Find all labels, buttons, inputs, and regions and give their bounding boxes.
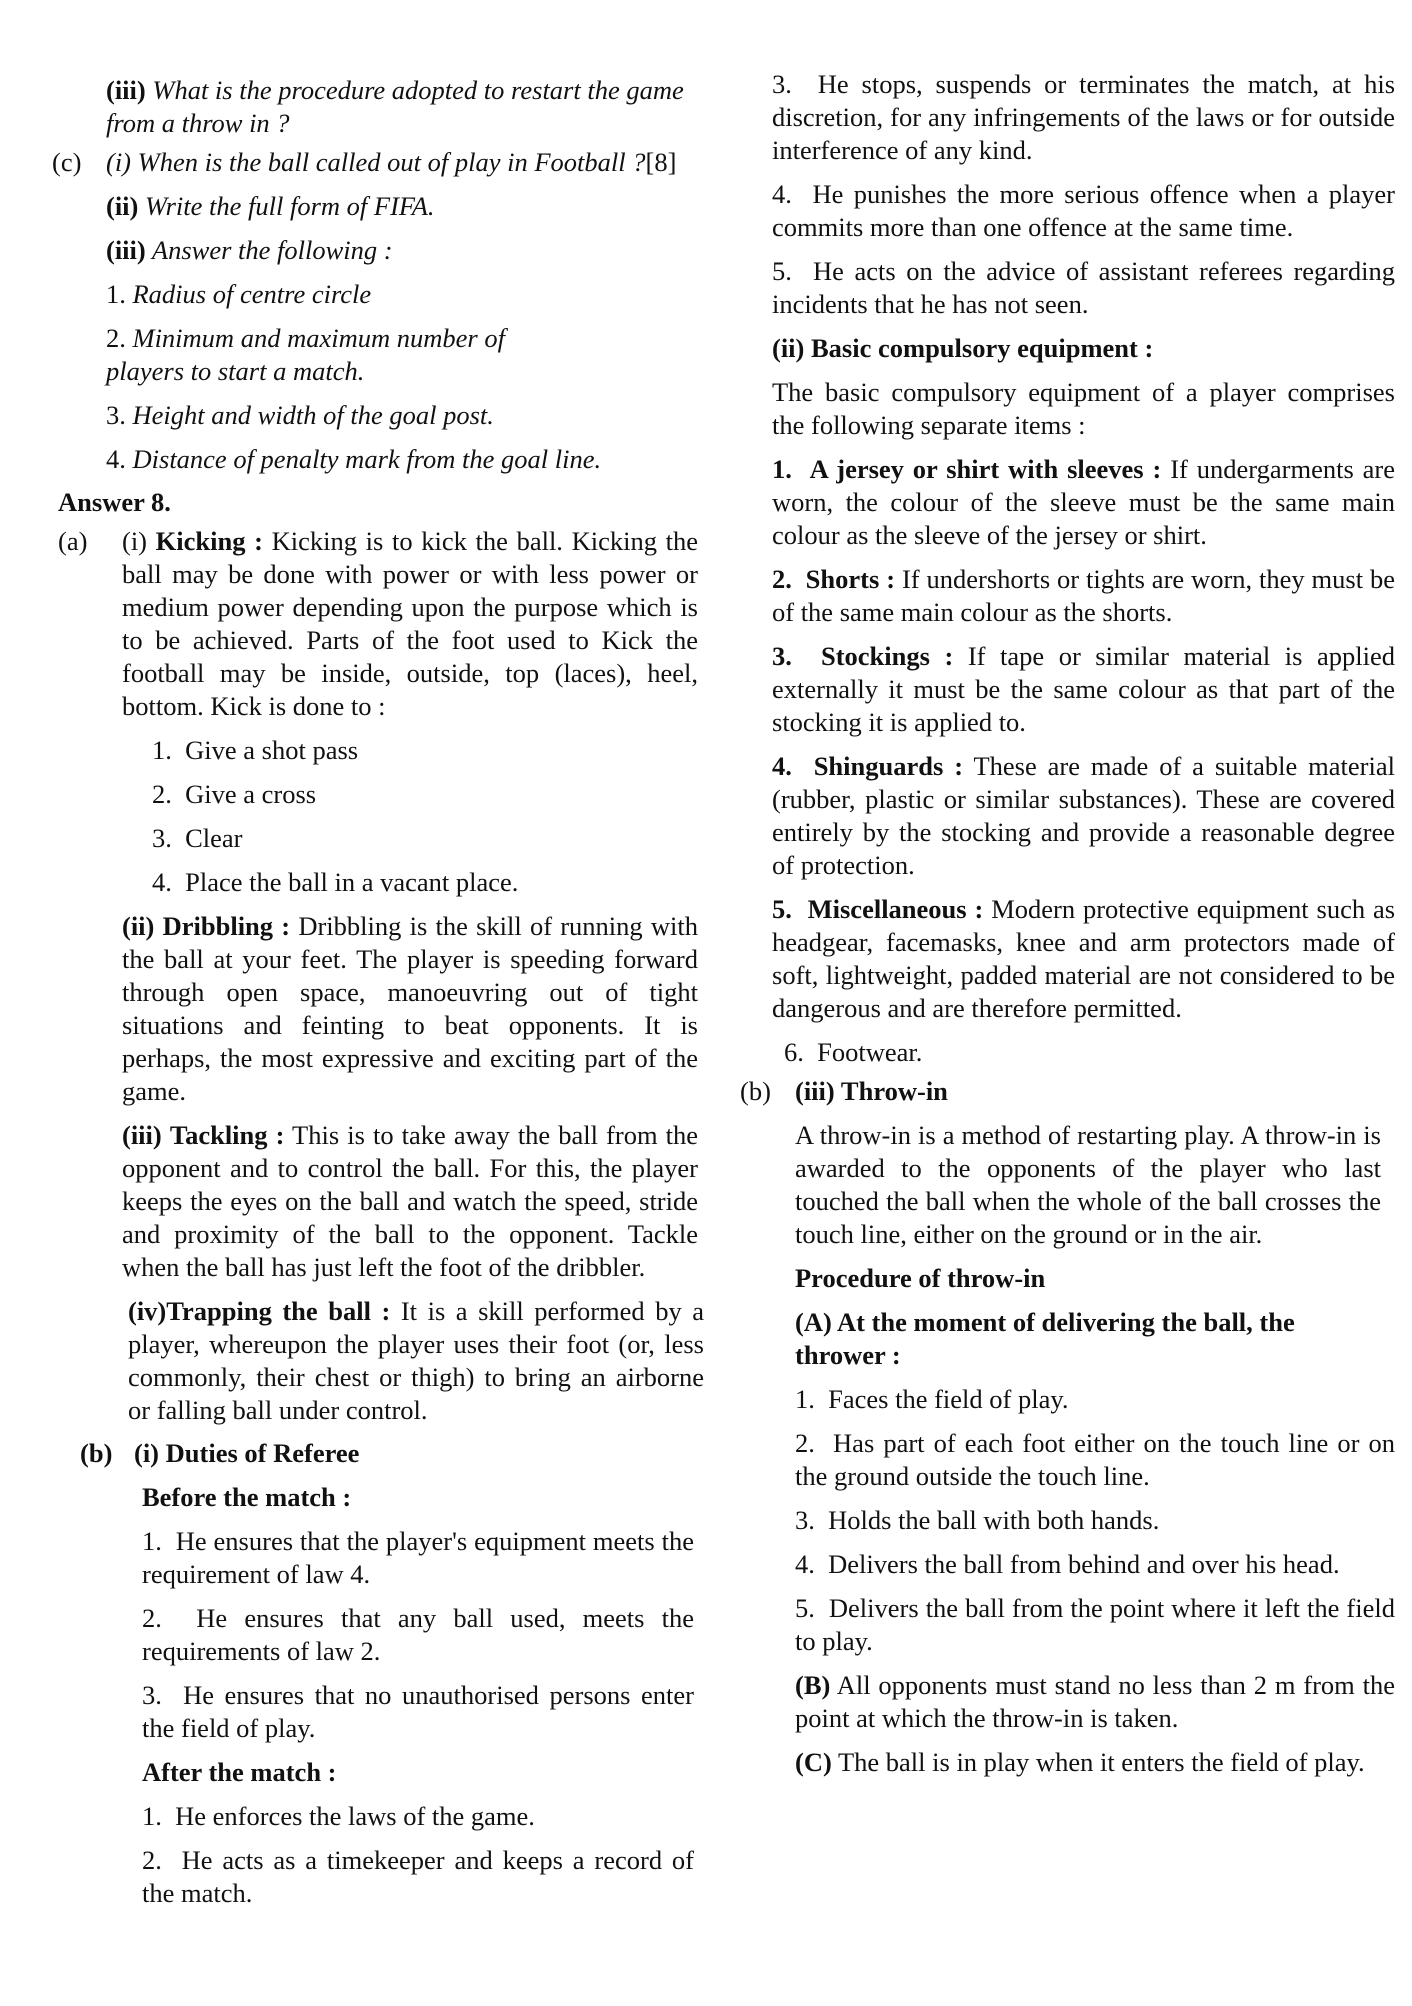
- label-c-iii: (iii): [106, 235, 146, 265]
- question-text: What is the procedure adopted to restart the game from a throw in ?: [106, 75, 684, 138]
- marks: [8]: [645, 147, 677, 177]
- kick-list: [122, 734, 718, 899]
- throw-in-heading: (iii) Throw-in: [795, 1076, 948, 1106]
- question-c-iii-text: Answer the following :: [151, 235, 393, 265]
- list-item: 4. Place the ball in a vacant place.: [152, 867, 519, 897]
- list-item: 1. He ensures that the player's equipment meets the requirement of law 4.: [142, 1526, 694, 1589]
- answer-a: [58, 525, 718, 1427]
- list-item: 3. Holds the ball with both hands.: [795, 1505, 1160, 1535]
- answer-b: [58, 1437, 718, 1910]
- list-item: 3. Height and width of the goal post.: [106, 400, 494, 430]
- label-iii: (iii): [106, 75, 146, 105]
- list-item: 4. Distance of penalty mark from the goal line.: [106, 444, 602, 474]
- answer-a-ii: (ii) Dribbling : Dribbling is the skill of running with the ball at your feet. The player is speeding forward through open space, manoeuvring out of tight situations and feinting to beat opponents. It is perhaps, the most expressive and exciting part of the game.: [122, 911, 698, 1106]
- list-item: 6. Footwear.: [784, 1037, 923, 1067]
- answer-a-iv: (iv)Trapping the ball : It is a skill performed by a player, whereupon the player uses their foot (or, less commonly, their chest or thigh) to bring an airborne or falling ball under control.: [128, 1296, 705, 1425]
- left-column: [52, 74, 718, 1910]
- after-match-heading: After the match :: [142, 1757, 337, 1787]
- answer-heading: Answer 8.: [58, 487, 171, 517]
- equipment-list: [772, 453, 1395, 1069]
- list-item: 3. He ensures that no unauthorised persons enter the field of play.: [142, 1680, 695, 1743]
- question-c-i-text: When is the ball called out of play in Football ?: [137, 147, 646, 177]
- duties-body: [134, 1481, 718, 1910]
- label-c-ii: (ii): [106, 191, 139, 221]
- question-c: [52, 146, 718, 476]
- list-item: 2. Give a cross: [152, 779, 317, 809]
- term-trapping: Trapping the ball :: [166, 1296, 391, 1326]
- term-dribbling: Dribbling :: [162, 911, 291, 941]
- list-item: 2. Shorts : If undershorts or tights are worn, they must be of the same main colour as the shorts.: [772, 564, 1396, 627]
- label-c: (c): [52, 147, 82, 177]
- equipment-heading: (ii) Basic compulsory equipment :: [772, 333, 1154, 363]
- ball-in-play-rule: (C) The ball is in play when it enters the field of play.: [795, 1747, 1365, 1777]
- question-c-iii-throw-in: [58, 74, 718, 140]
- before-match-heading: Before the match :: [142, 1482, 352, 1512]
- equipment-intro: The basic compulsory equipment of a player comprises the following separate items :: [772, 377, 1395, 440]
- throw-in-intro: A throw-in is a method of restarting play. A throw-in is awarded to the opponents of the player who last touched the ball when the whole of the ball crosses the touch line, either on the ground or in the air.: [795, 1120, 1381, 1249]
- opponents-rule: (B) All opponents must stand no less than 2 m from the point at which the throw-in is taken.: [795, 1670, 1395, 1733]
- duties-heading: (i) Duties of Referee: [134, 1438, 360, 1468]
- procedure-heading: Procedure of throw-in: [795, 1263, 1046, 1293]
- label-c-i: (i): [106, 147, 132, 177]
- list-item: 1. Give a shot pass: [152, 735, 359, 765]
- answer-a-iii: (iii) Tackling : This is to take away the ball from the opponent and to control the ball. For this, the player keeps the eyes on the ball and watch the speed, stride and proximity of the ball to the opponent. Tackle when the ball has just left the foot of the dribbler.: [122, 1120, 699, 1282]
- label-b: (b): [80, 1438, 113, 1468]
- question-c-ii-text: Write the full form of FIFA.: [145, 191, 435, 221]
- label-b: (b): [740, 1076, 771, 1106]
- list-item: 5. He acts on the advice of assistant referees regarding incidents that he has not seen.: [772, 256, 1395, 319]
- list-item: 1. Radius of centre circle: [106, 279, 372, 309]
- question-c-list: [106, 278, 718, 476]
- moment-heading: (A) At the moment of delivering the ball, the thrower :: [795, 1307, 1295, 1370]
- list-item: 3. He stops, suspends or terminates the match, at his discretion, for any infringements of the laws or for outside interference of any kind.: [772, 69, 1396, 165]
- list-item: 2. Has part of each foot either on the touch line or on the ground outside the touch line.: [795, 1428, 1396, 1491]
- list-item: 1. He enforces the laws of the game.: [142, 1801, 535, 1831]
- list-item: 3. Clear: [152, 823, 243, 853]
- term-tackling: Tackling :: [169, 1120, 285, 1150]
- answer-a-i: (i) Kicking : Kicking is to kick the ball. Kicking the ball may be done with power or with less power or medium power depending upon the purpose which is to be achieved. Parts of the foot used to Kick the football may be inside, outside, top (laces), heel, bottom. Kick is done to :: [122, 526, 698, 721]
- list-item: 4. Shinguards : These are made of a suitable material (rubber, plastic or similar substances). These are covered entirely by the stocking and provide a reasonable degree of protection.: [772, 751, 1395, 880]
- answer-b-iii: [740, 1075, 1395, 1779]
- list-item: 5. Miscellaneous : Modern protective equipment such as headgear, facemasks, knee and arm protectors made of soft, lightweight, padded material are not considered to be dangerous and are therefore permitted.: [772, 894, 1396, 1023]
- duties-continued: [740, 68, 1395, 1069]
- list-item: 2. He acts as a timekeeper and keeps a record of the match.: [142, 1845, 694, 1908]
- label-a: (a): [58, 526, 88, 556]
- right-column: [740, 68, 1395, 1779]
- list-item: 2. He ensures that any ball used, meets the requirements of law 2.: [142, 1603, 695, 1666]
- list-item: 4. Delivers the ball from behind and over his head.: [795, 1549, 1340, 1579]
- list-item: 1. Faces the field of play.: [795, 1384, 1069, 1414]
- term-kicking: Kicking :: [155, 526, 263, 556]
- list-item: 5. Delivers the ball from the point where it left the field to play.: [795, 1593, 1395, 1656]
- list-item: 2. Minimum and maximum number of players to start a match.: [106, 323, 505, 386]
- list-item: 3. Stockings : If tape or similar material is applied externally it must be the same colour as that part of the stocking it is applied to.: [772, 641, 1396, 737]
- list-item: 4. He punishes the more serious offence when a player commits more than one offence at the same time.: [772, 179, 1395, 242]
- list-item: 1. A jersey or shirt with sleeves : If undergarments are worn, the colour of the sleeve must be the same main colour as the sleeve of the jersey or shirt.: [772, 454, 1396, 550]
